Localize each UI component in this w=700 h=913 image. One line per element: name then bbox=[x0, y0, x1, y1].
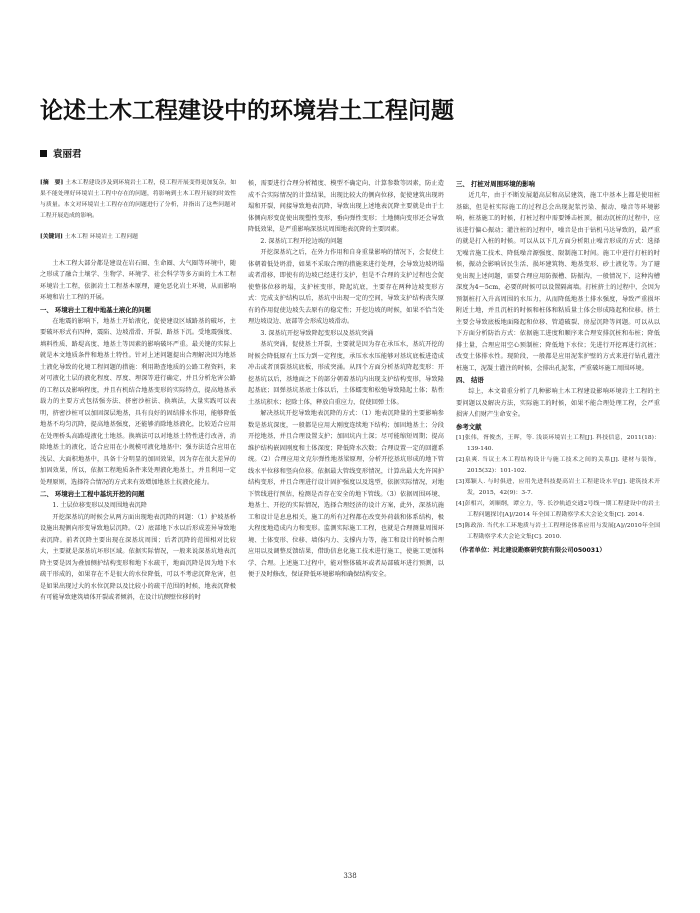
reference-number: [1] bbox=[456, 434, 465, 441]
page-number: 338 bbox=[343, 872, 357, 880]
section-heading-1: 一、 环境岩土工程中地基土液化的问题 bbox=[40, 305, 151, 314]
section-heading-4: 四、 结语 bbox=[456, 376, 484, 384]
intro-paragraph: 土木工程大部分都是建设在岩石圈、生命圈、大气圈等环境中，随之形成了融合土壤学、生物学、环境学、社会科学等多方面的土木工程环境岩土工程，依据岩土工程基本原理，避免恶化岩土环境，从而影响环境和岩土工程的开展。 bbox=[40, 259, 236, 301]
reference-text: 陈政治. 当代水工环地质与岩土工程理论体系应用与发展[A]//2010年全国工程勘察学术大会论文集[C]. 2010. bbox=[464, 522, 660, 540]
reference-text: 郑颖人. 与时俱进，应用先进科技提高岩土工程建设水平[J]. 建筑技术开发，2015，42(9)：3-7. bbox=[464, 478, 660, 496]
paragraph: 近几年，由于不断发展超高层和高层建筑，施工中基本上都是使用桩基础，但是桩实际施工的过程总会出现泥浆污染、振动、噪音等环境影响，桩基施工的时候，打桩过程中需要锤击桩顶，振动沉桩的过程中，应该进行偏心振动；灌注桩的过程中，噪音是由于钻机马达导致的，最严重的就是打入桩的时候。可以从以下几方面分析阻止噪音形成的方式：选择无噪音施工技术、降低噪音源强度、限制施工时间。施工中进行打桩的时候，振动会影响居民生活、损坏建筑物、地基变形、砂土液化等。为了避免出现上述问题，需要合理应用防振槽、防振沟，一般情况下，这种沟槽深度为4～5cm，必要的时候可以设置隔离墙。打桩挤土的过程中，会因为预制桩打入升高周围的水压力，从而降低地基土排水强度，导致严重损坏附近土地，并且沉桩的时候和桩体和粘质量土体会形成隆起和位移。挤土主要会导致底板地面隆起和位移、管道破裂、房屋沉降等问题。可以从以下方面分析防治方式：依据施工进度和顺序来合理安排沉桩和布桩；降低排土量，合理应用空心预制桩；降低地下水位；先进行开挖再进行沉桩；改变土体排水性。现阶段，一般都是应用泥浆护壁的方式来进行钻孔灌注桩施工，泥凝土灌注的时候，会排出孔泥浆，严重破坏施工周围环境。 bbox=[456, 192, 660, 372]
reference-item bbox=[456, 455, 660, 477]
reference-item bbox=[456, 521, 660, 543]
reference-number: [3] bbox=[456, 478, 465, 485]
author-line bbox=[40, 146, 82, 160]
reference-item bbox=[456, 499, 660, 521]
section-heading-2: 二、 环境岩土工程中基坑开挖的问题 bbox=[40, 490, 145, 498]
author-affiliation: （作者单位：河北建设勘察研究院有限公司050031） bbox=[456, 546, 606, 554]
abstract-label: [摘 要] bbox=[40, 180, 64, 186]
paragraph: 候，需要进行合理分析精度、模型不确定向、计算参数等因素，防止造成不合实际情况的计算结果，出现比较大的侧向位移，促使建筑出现坍塌和开裂，间接导致地表沉降，导致出现上述地表沉降主要就是由于土体侧向形变促使出现塑性变形，垂向弹性变形；土地侧向变形还会导致降低效果，是严重影响深基坑周围地表沉降的主要因素。 bbox=[248, 180, 444, 233]
section-heading-3: 三、 打桩对周围环境的影响 bbox=[456, 180, 535, 188]
column-3 bbox=[456, 178, 660, 556]
references-heading: 参考文献 bbox=[456, 422, 482, 431]
reference-number: [4] bbox=[456, 500, 465, 507]
paragraph: 基坑突涌，促使基土开裂，主要就是因为存在承压水，基坑开挖的时候会降低原有土压力到一定程度，承压水水压能够对基坑底板进造成冲击或者顶裂基坑底板，形成突涌。从四个方面分析基坑降起变形：开挖基坑以后，基地面之下的部分朝着基坑内出现支护结构变形，导致隆起基底；回弹基坑基底土体以后，土体蠕变和松弛导致隆起土体；粘性土基坑积水；挖除土体，释放自重应力，促使回弹土体。 bbox=[248, 341, 444, 406]
column-1 bbox=[40, 178, 236, 604]
abstract-text: 土木工程建设涉及到环境岩土工程，使工程开展变得更加复杂，如果不能处理好环境岩土工程中存在的问题，将影响到土木工程开展的时效性与质量。本文对环境岩土工程存在的问题进行了分析，并指出了这些问题对工程开展造成的影响。 bbox=[40, 180, 236, 219]
square-bullet-icon bbox=[40, 150, 47, 157]
subheading: 2. 深基坑工程开挖边坡的问题 bbox=[260, 237, 343, 245]
keywords-text: 土木工程 环境岩土 工程问题 bbox=[64, 234, 138, 240]
subheading: 3. 深基坑开挖导致降起变形以及基坑突涌 bbox=[260, 329, 374, 337]
reference-item bbox=[456, 433, 660, 455]
subheading: 1. 土层位移变形以及周围地表沉降 bbox=[52, 502, 147, 509]
paragraph: 在地震的影响下，地基土开始液化，促使建设区域路基的破坏，主要破坏形式有四种，震陷、边坡滑滑、开裂、路基下沉。受地震强度、填料性质、路堤高度、地基土等因素的影响破坏严重。最关键的实际上就是本文地质条件和地基土特性。针对上述问题提出合理解决因为地基土液化导致的化境工程问题的措施：利用勘查地质的公路工程资料，来对可液化土层的液化程度、厚度、埋深等进行确定，并且分析危害公路的工程以及影响程度，并且有机结合地基变形的实际特点，提高地基承载力的主要方式包括强夯法、挤密沙桩法、换填法，大量实践可以表明，挤密沙桩可以加固深层地基，具有良好的固结排水作用，能够降低地基不均匀沉降，提高地基强度，还能够消除地基液化，比较适合应用在处理桥头高路堤液化土地基。换填法可以对地基土特性进行改善，消除地基土的液化，适合应用在小规模可液化地基中；强夯法适合应用在浅层、大面积地基中，具备十分明显的加固效果，因为存在很大差异的加固效果，所以，依据工程地质条件来处理液化地基土，并且利用一定处理原则，选择符合情况的方式来有效增加地基土抗液化能力。 bbox=[40, 317, 236, 486]
column-2 bbox=[248, 178, 444, 581]
paragraph: 开挖深基坑之后，在外力作用和自身重量影响的情况下，会促使土体朝着低处坍滑，如果不采取合理的措施来进行处理，会导致边坡坍塌或者滑移，即使有的边坡已经进行支护，但是不合理的支护过程也会促使整体位移坍塌，支护桩变形，降起坑底，主要存在两种边坡变形方式：完成支护结构以后，基坑中出现一定的空间，导致支护结构丧失原有的作用促使边坡失去原有的稳定性；开挖边坡的时候，如果不恰当处理边坡设边、底部等会形成边坡滑动。 bbox=[248, 249, 444, 325]
author-name: 袁丽君 bbox=[53, 149, 82, 160]
paragraph: 解决基坑开挖导致地表沉降的方式：（1）地表沉降量的主要影响参数是基坑深度，一般都是应用大刚度连续地下结构；加固地基土；分段开挖地基，并且合理设置支护；加固坑内土深；尽可能缩短周期；提高维护结构嵌固刚度和土体深度；降低降水次数；合理设置一定的回灌系统。（2）合理应用文克尔弹性地基梁原理，分析开挖基坑形成的地下管线水平位移和竖向位移。依据最大管线变形情况，计算出最大允许国护结构变形，并且合理进行设计固护强度以及选型，依据实际情况，对地下管线进行预估，检测是否存在安全的地下管线。（3）依据周围环境、地基土、开挖的实际情况，选择合理经济的设计方案，此外，深基坑施工和设计是息息相关，施工的所有过程都在改变外荷载和体系结构，极大程度地造成内力和变形。监测实际施工工程，也就是合理测量周围环境、土体变形、位移、墙体内力、支撑内力等，施工和设计的时候合理应用以及调整反馈结果，借助信息化施工技术进行施工，使施工更加科学、合理。上述施工过程中，能对整体破坏或者局部破坏进行预测，以便于及时修改，保证降低环境影响和确保结构安全。 bbox=[248, 410, 444, 578]
paragraph: 开挖深基坑的时候会从两方面出现地表沉降的问题：（1）护坡基桥设施出现侧向形变导致地层沉降。（2）底部地下水以后形成差异导致地表沉降。前者沉降主要出现在深基坑周围；后者沉降的范围相对比较大，主要就是深基坑坏形区域。依据实际情况，一般来说深基坑地表沉降主要是因为叠加侧护结构变形和地下水疏干，地面沉降是因为地下水疏干形成的，如果存在不是很大的水位降低，可以不考虑沉降危害，但是如果出现过大的水位沉降以及比较小的疏干范围的时候，地表沉降极有可能导致建筑墙体开裂或者倾斜，在设计坑侧壁位移的时 bbox=[40, 513, 236, 601]
reference-number: [5] bbox=[456, 522, 465, 529]
paragraph: 综上，本文着重分析了几种影响土木工程建设影响环境岩土工程的主要问题以及解决方法，实际施工的时候，如果不能合理处理工程，会严重损害人们财产生命安全。 bbox=[456, 388, 660, 418]
reference-text: 张伟，胥俊杰，王晖，等. 浅谈环境岩土工程[J]. 科技信息，2011(18)：139-140. bbox=[464, 434, 660, 452]
reference-item bbox=[456, 477, 660, 499]
article-title: 论述土木工程建设中的环境岩土工程问题 bbox=[40, 98, 454, 124]
reference-text: 泉爽. 当议土木工程结构设计与施工技术之间的关系[J]. 建材与装饰，2015(32)：101-102. bbox=[464, 456, 660, 474]
reference-number: [2] bbox=[456, 456, 465, 463]
abstract bbox=[40, 178, 236, 222]
keywords-label: [关键词] bbox=[40, 234, 63, 240]
keywords bbox=[40, 232, 236, 244]
reference-text: 彭相兴，刘顺纲，谭立力，等. 长沙轨道交通2号线一期工程建设中的岩土工程问题探讨[A]//2014 年全国工程勘察学术大会论文集[C]. 2014. bbox=[464, 500, 660, 518]
